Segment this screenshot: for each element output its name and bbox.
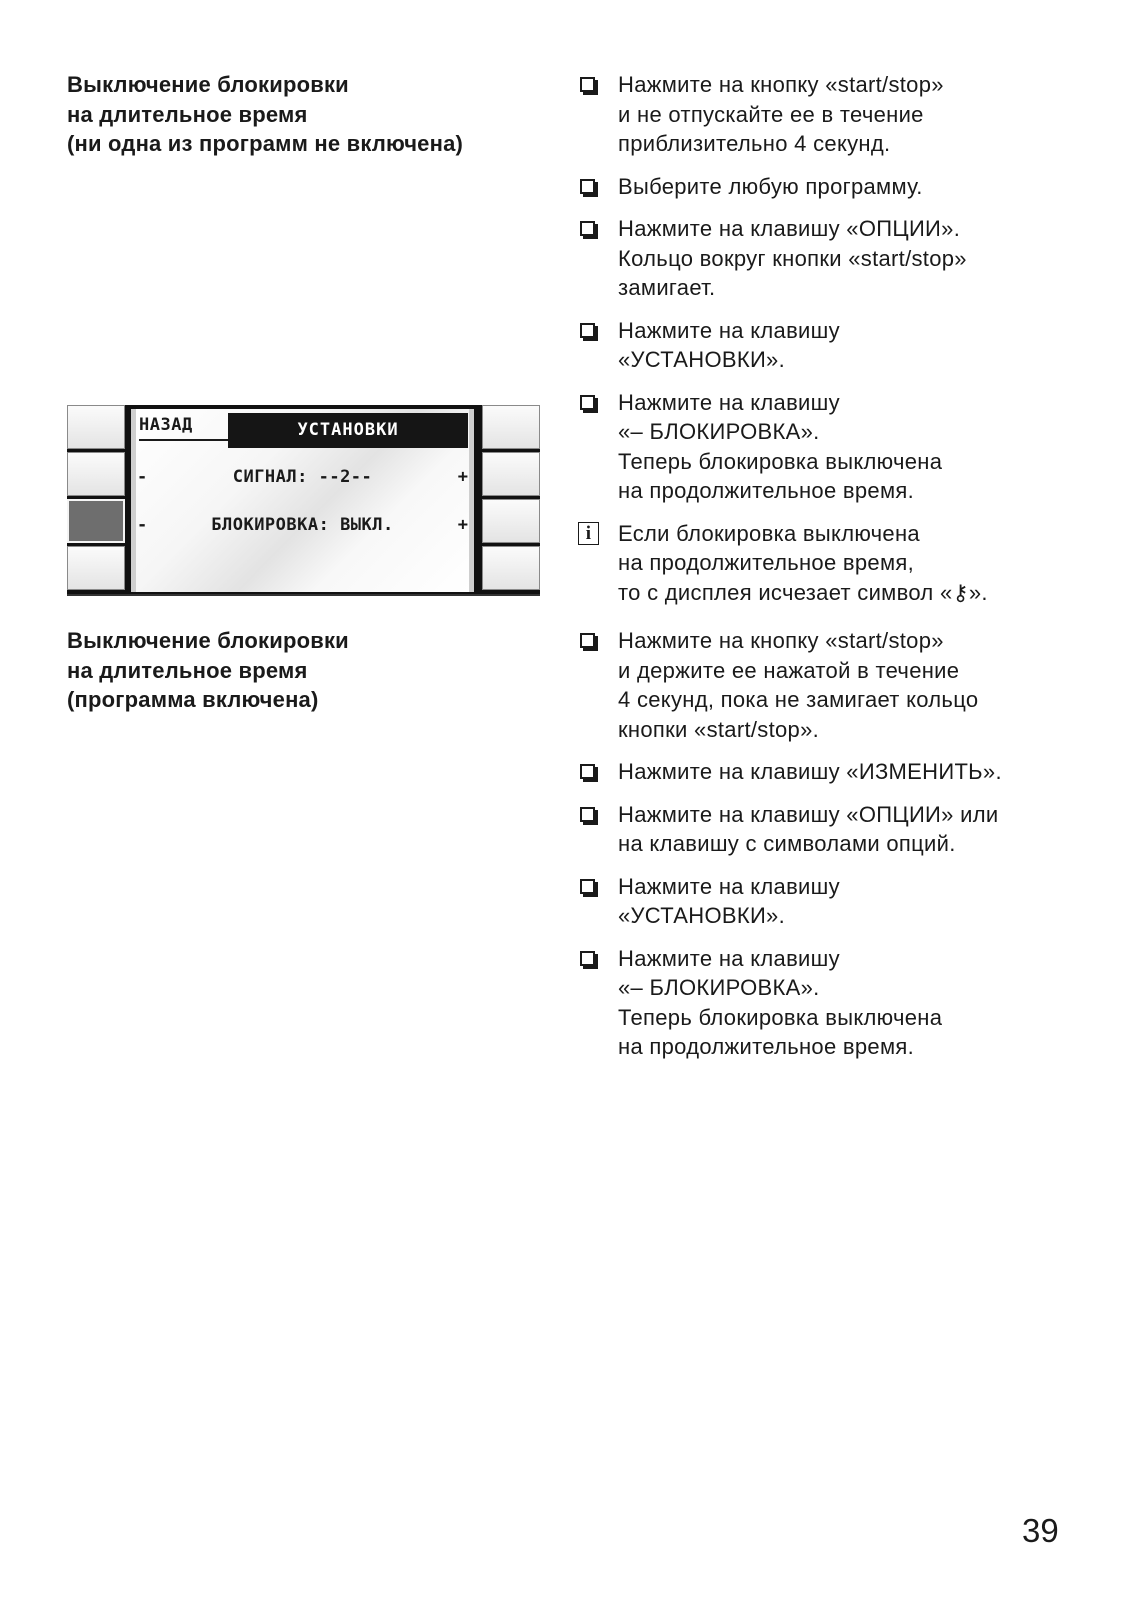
- checkbox-bullet-icon: [580, 179, 595, 194]
- right-key-4: [482, 546, 540, 590]
- step-line: и держите ее нажатой в течение: [618, 657, 960, 683]
- right-key-2: [482, 452, 540, 496]
- step-line: Выберите любую программу.: [618, 173, 923, 199]
- right-key-3: [482, 499, 540, 543]
- lcd-plus: +: [457, 467, 468, 487]
- step-line: на клавишу с символами опций.: [618, 831, 956, 856]
- step-item: [578, 214, 1078, 303]
- step-line: Нажмите на клавишу «ОПЦИИ».: [618, 216, 961, 241]
- checkbox-bullet-icon: [580, 221, 595, 236]
- checkbox-bullet-icon: [580, 395, 595, 410]
- step-line: «– БЛОКИРОВКА».: [618, 419, 820, 444]
- step-line: и не отпускайте ее в течение: [618, 101, 924, 127]
- step-item: [578, 626, 1078, 744]
- left-key-2: [67, 452, 125, 496]
- step-item: [578, 872, 1078, 931]
- left-key-1: [67, 405, 125, 449]
- step-item: [578, 800, 1078, 859]
- display-panel-illustration: [67, 405, 540, 596]
- step-line: 4 секунд, пока не замигает кольцо: [618, 687, 979, 712]
- step-line: Нажмите на клавишу: [618, 389, 840, 415]
- lcd-row-value: БЛОКИРОВКА: ВЫКЛ.: [211, 515, 394, 535]
- lcd-tab-underline: [139, 439, 228, 441]
- section1-heading: [67, 70, 537, 159]
- heading-line: на длительное время: [67, 101, 308, 127]
- lcd-minus: -: [137, 515, 148, 535]
- step-item: [578, 172, 1078, 202]
- step-item: [578, 944, 1078, 1062]
- left-key-3-pressed: [67, 499, 125, 543]
- info-line: на продолжительное время,: [618, 550, 915, 575]
- step-line: Теперь блокировка выключена: [618, 1004, 943, 1030]
- lcd-row-signal: [136, 465, 469, 489]
- step-line: на продолжительное время.: [618, 478, 915, 503]
- checkbox-bullet-icon: [580, 764, 595, 779]
- step-line: «УСТАНОВКИ».: [618, 347, 785, 372]
- step-line: Нажмите на клавишу: [618, 873, 840, 899]
- step-line: «УСТАНОВКИ».: [618, 903, 785, 928]
- step-item: [578, 757, 1078, 787]
- heading-line: (программа включена): [67, 687, 319, 712]
- step-line: на продолжительное время.: [618, 1034, 915, 1059]
- checkbox-bullet-icon: [580, 633, 595, 648]
- right-key-1: [482, 405, 540, 449]
- section2-heading: [67, 626, 537, 715]
- checkbox-bullet-icon: [580, 323, 595, 338]
- step-line: Нажмите на кнопку «start/stop»: [618, 628, 944, 653]
- step-line: Теперь блокировка выключена: [618, 448, 943, 474]
- lcd-title: УСТАНОВКИ: [228, 413, 468, 448]
- section2-steps: [578, 626, 1078, 1062]
- info-icon: i: [578, 522, 599, 545]
- checkbox-bullet-icon: [580, 77, 595, 92]
- lcd-back-label: НАЗАД: [139, 415, 193, 435]
- checkbox-bullet-icon: [580, 807, 595, 822]
- info-line: Если блокировка выключена: [618, 520, 920, 546]
- heading-line: (ни одна из программ не включена): [67, 131, 464, 156]
- step-line: Нажмите на клавишу: [618, 317, 840, 343]
- heading-line: Выключение блокировки: [67, 628, 349, 653]
- checkbox-bullet-icon: [580, 951, 595, 966]
- heading-line: на длительное время: [67, 657, 308, 683]
- checkbox-bullet-icon: [580, 879, 595, 894]
- step-line: Кольцо вокруг кнопки «start/stop»: [618, 245, 967, 271]
- step-line: «– БЛОКИРОВКА».: [618, 975, 820, 1000]
- lcd-minus: -: [137, 467, 148, 487]
- step-line: приблизительно 4 секунд.: [618, 131, 891, 156]
- step-item: [578, 316, 1078, 375]
- lcd-row-lock: [136, 513, 469, 537]
- step-line: замигает.: [618, 275, 716, 300]
- lcd-row-value: СИГНАЛ: --2--: [232, 467, 373, 487]
- info-note: [578, 519, 1078, 608]
- step-line: кнопки «start/stop».: [618, 716, 820, 742]
- page-number: 39: [1022, 1512, 1059, 1549]
- step-line: Нажмите на клавишу: [618, 945, 840, 971]
- heading-line: Выключение блокировки: [67, 72, 349, 97]
- step-line: Нажмите на клавишу «ИЗМЕНИТЬ».: [618, 759, 1002, 784]
- step-line: Нажмите на кнопку «start/stop»: [618, 72, 944, 97]
- section1-steps: [578, 70, 1078, 607]
- lcd-plus: +: [457, 515, 468, 535]
- step-item: [578, 70, 1078, 159]
- lcd-screen: [131, 409, 474, 592]
- left-key-4: [67, 546, 125, 590]
- info-line: то с дисплея исчезает символ «⚷».: [618, 579, 988, 605]
- step-line: Нажмите на клавишу «ОПЦИИ» или: [618, 801, 999, 827]
- step-item: [578, 388, 1078, 506]
